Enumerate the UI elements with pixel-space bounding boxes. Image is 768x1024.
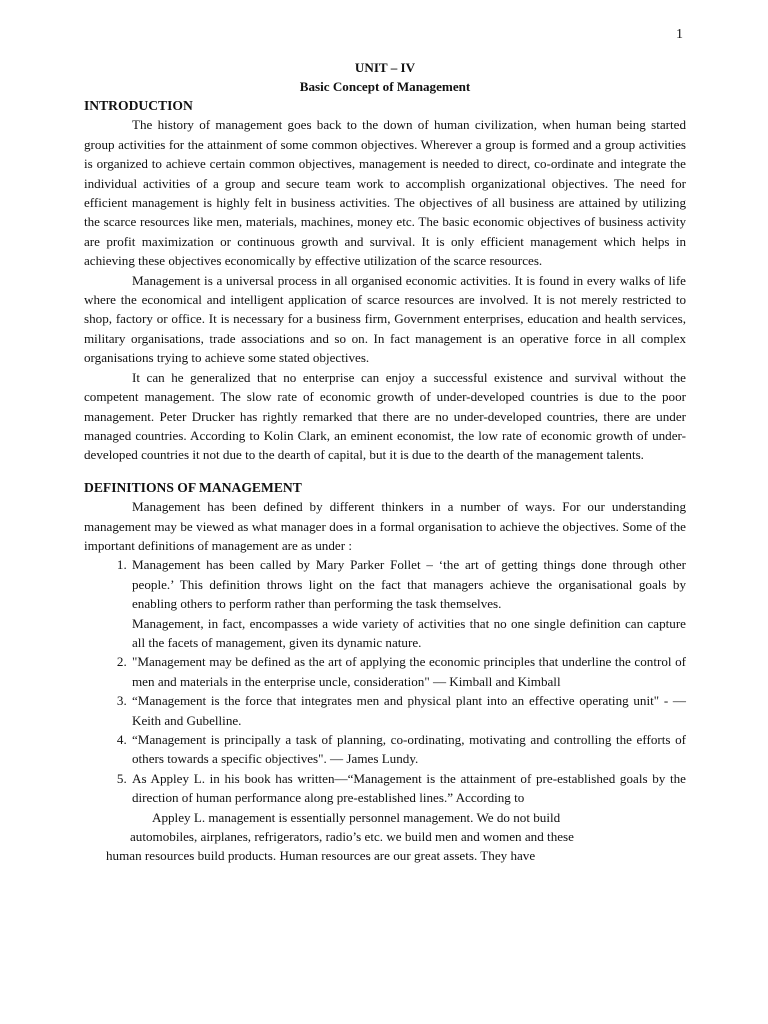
intro-paragraph-2: Management is a universal process in all organised economic activities. It is found in every walks of life where the economical and intelligent application of scarce resources are involved. It is not merely restricted to shop, factory or office. It is necessary for a business firm, Government enterprises, education and health services, military organisations, trade associations and so on. In fact management is an operative force in all complex organisations trying to achieve some stated objectives. <box>84 272 686 366</box>
section-gap <box>84 465 686 478</box>
continuation-line-3: human resources build products. Human resources are our great assets. They have <box>106 848 536 864</box>
page-number: 1 <box>676 27 683 42</box>
definitions-heading: DEFINITIONS OF MANAGEMENT <box>84 479 302 495</box>
definition-text: Management has been called by Mary Parker Follet – ‘the art of getting things done through other people.’ This definition throws light on the fact that managers achieve the organisational goals by enabling others to perform rather than performing the task themselves. <box>132 557 686 612</box>
introduction-heading: INTRODUCTION <box>84 98 193 113</box>
definitions-list <box>84 555 686 807</box>
intro-paragraph-1: The history of management goes back to the down of human civilization, when human being started group activities for the attainment of some common objectives. Wherever a group is formed and a group activities is organized to achieve certain common objectives, management is needed to direct, co-ordinate and integrate the individual activities of a group and secure team work to accomplish organizational objectives. The need for efficient management is highly felt in business activities. The objectives of all business are attained by utilizing the scarce resources like men, materials, machines, money etc. The basic economic objectives of business activity are profit maximization or continuous growth and survival. It is only efficient management which helps in achieving these objectives economically by effective utilization of the scarce resources. <box>84 117 686 269</box>
definition-note: Management, in fact, encompasses a wide variety of activities that no one single definition can capture all the facets of management, given its dynamic nature. <box>132 615 686 650</box>
definition-item-5 <box>130 769 686 808</box>
continuation-line-1: Appley L. management is essentially personnel management. We do not build <box>152 809 561 825</box>
definition-text: “Management is the force that integrates men and physical plant into an effective operating unit" - — Keith and Gubelline. <box>132 693 686 728</box>
continuation-line-2: automobiles, airplanes, refrigerators, radio’s etc. we build men and women and these <box>130 829 574 845</box>
definition-item-4 <box>130 730 686 769</box>
definition-text: “Management is principally a task of planning, co-ordinating, motivating and controlling the efforts of others towards a specific objectives". — James Lundy. <box>132 732 686 767</box>
document-body <box>84 58 686 866</box>
unit-subtitle: Basic Concept of Management <box>299 79 471 94</box>
intro-paragraph-3: It can he generalized that no enterprise can enjoy a successful existence and survival without the competent management. The slow rate of economic growth of under-developed countries is due to the poor management. Peter Drucker has rightly remarked that there are no under-developed countries, there are under managed countries. According to Kolin Clark, an eminent economist, the low rate of economic growth of under-developed countries it not due to the dearth of capital, but it is due to the dearth of the management talents. <box>84 369 686 463</box>
definition-item-3 <box>130 691 686 730</box>
definition-text: As Appley L. in his book has written—“Management is the attainment of pre-established goals by the direction of human performance along pre-established lines.” According to <box>132 770 686 806</box>
unit-title: UNIT – IV <box>354 60 416 75</box>
definition-item-2 <box>130 652 686 691</box>
definitions-intro: Management has been defined by different thinkers in a number of ways. For our understanding management may be viewed as what manager does in a formal organisation to achieve the objectives. Some of the important definitions of management are as under : <box>84 499 686 553</box>
definition-item-1 <box>130 555 686 652</box>
definition-text: "Management may be defined as the art of applying the economic principles that underline the control of men and materials in the enterprise uncle, consideration" — Kimball and Kimball <box>132 654 686 689</box>
